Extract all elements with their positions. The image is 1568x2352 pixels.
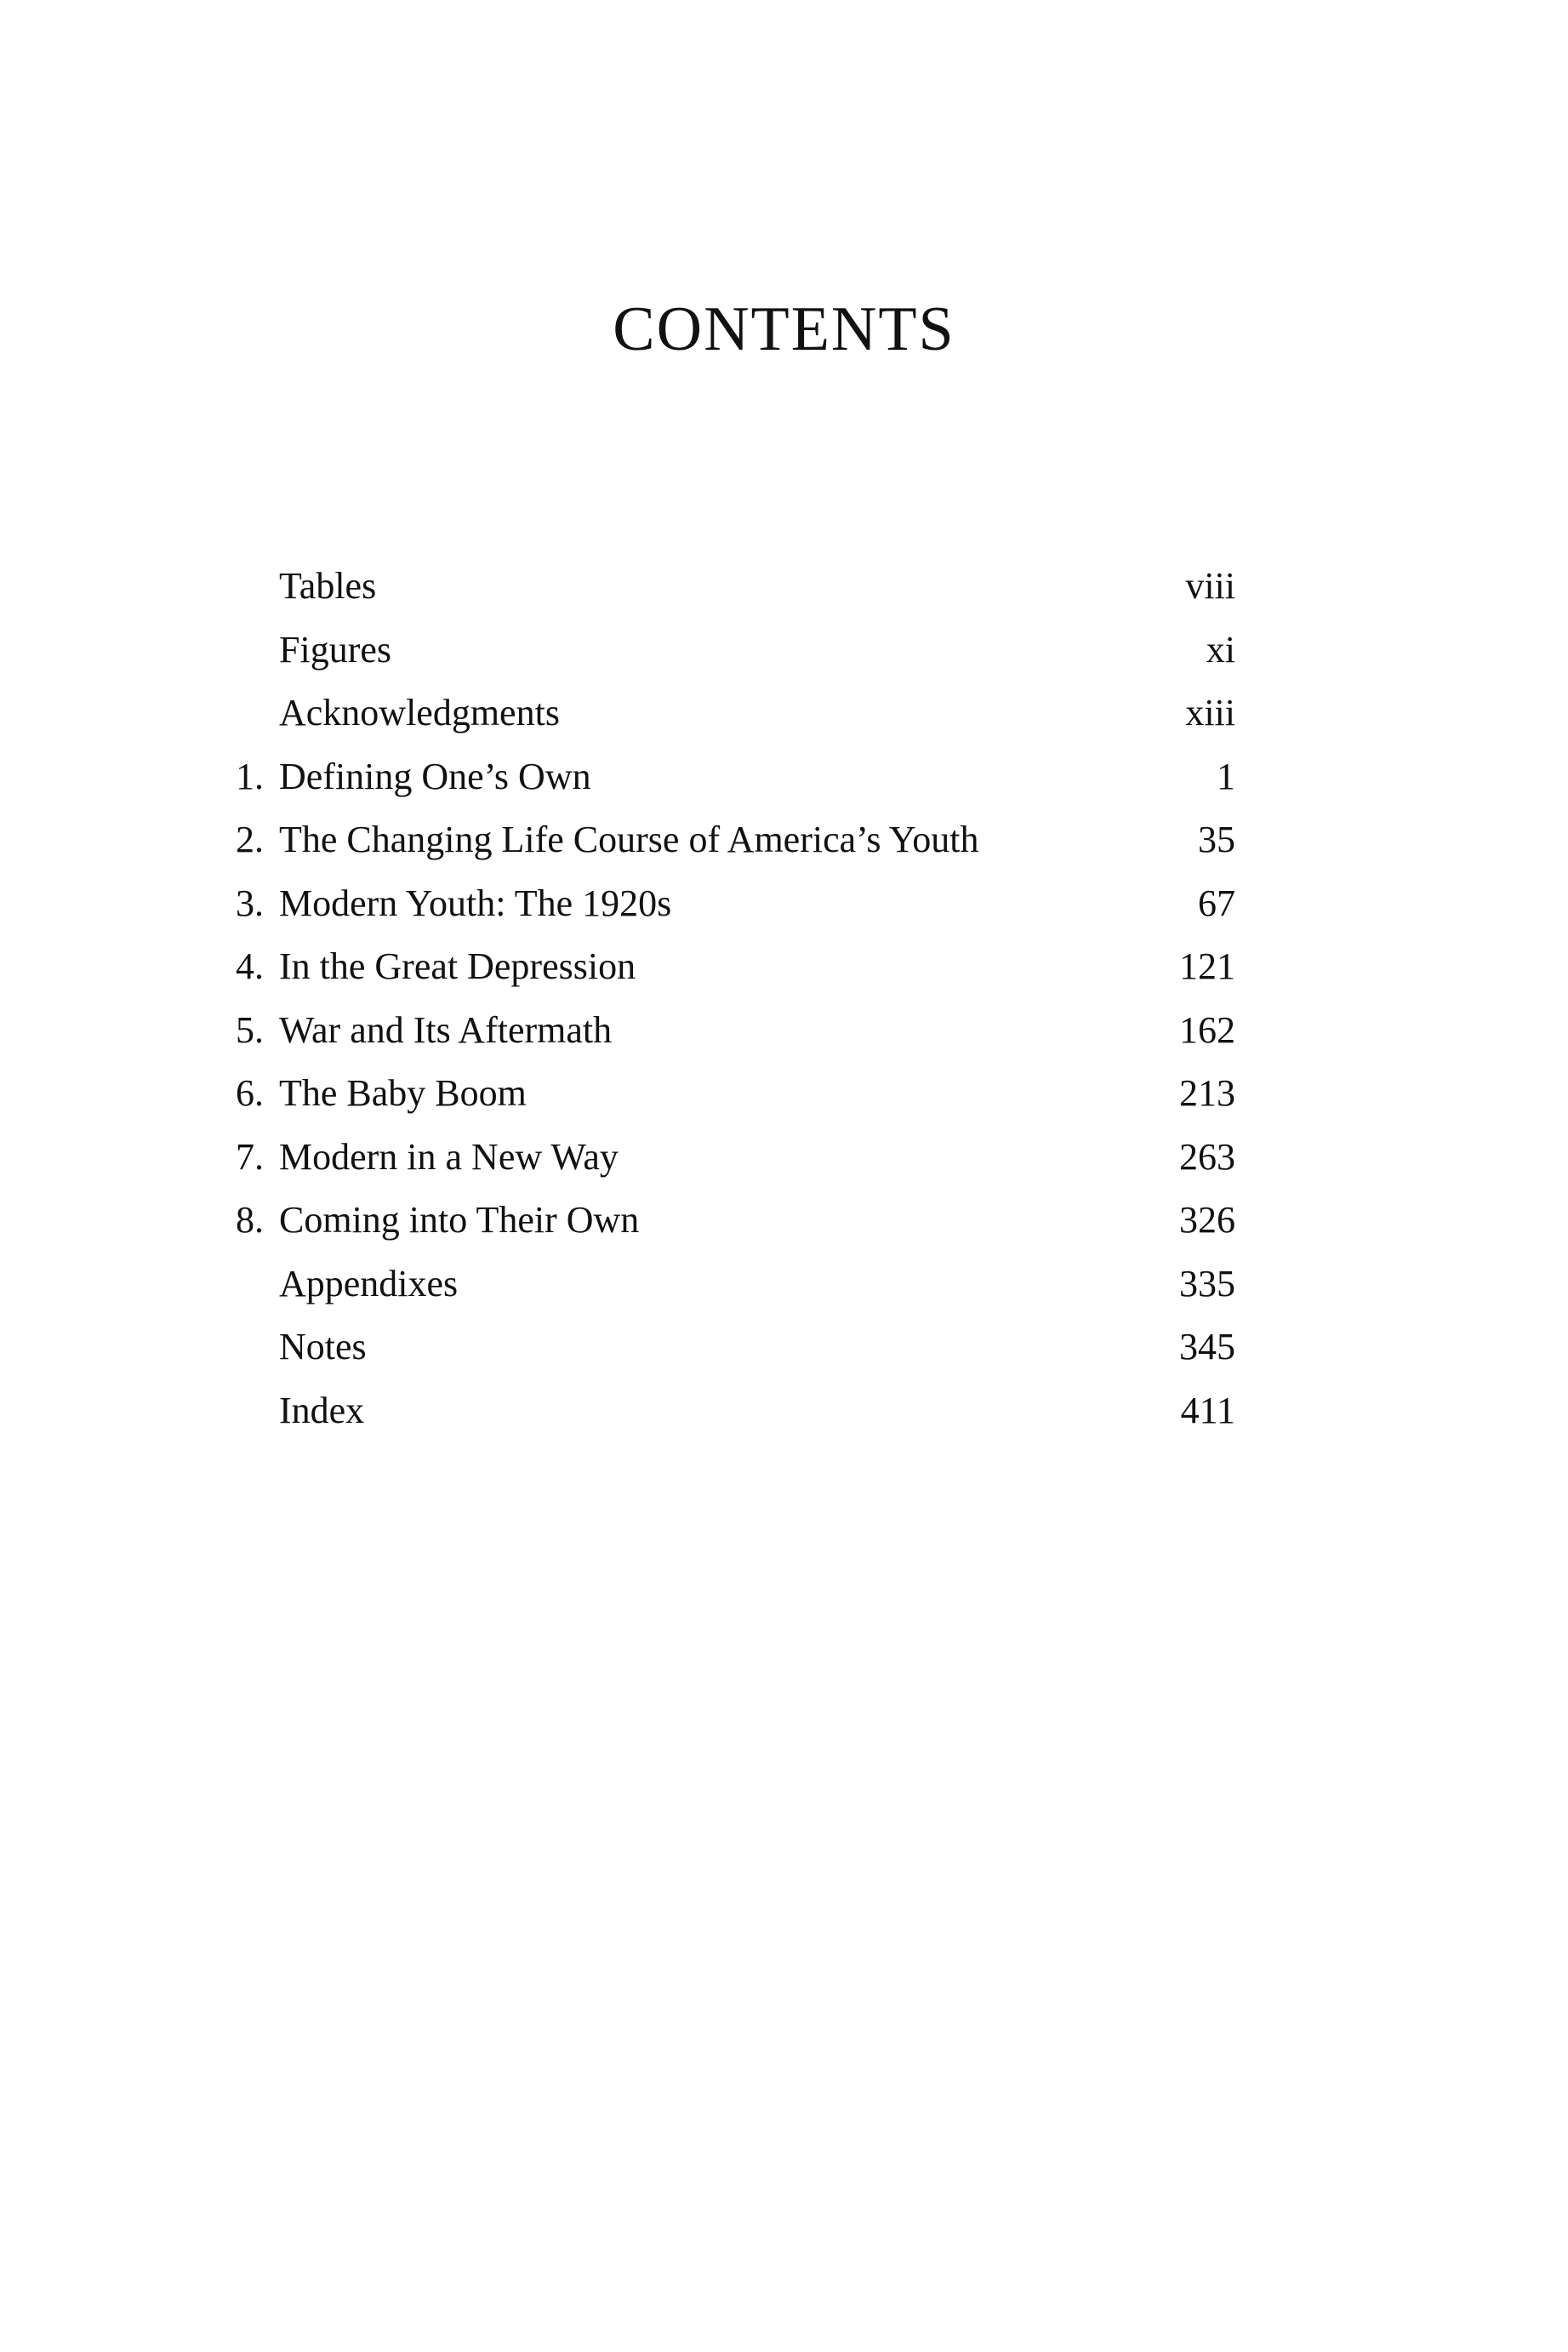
- toc-entry-number: 2.: [236, 819, 264, 860]
- page-title: CONTENTS: [613, 294, 955, 364]
- toc-entry-number: 3.: [236, 882, 264, 924]
- toc-entry-title: Figures: [279, 628, 391, 671]
- toc-entry-page: 326: [1179, 1199, 1235, 1241]
- toc-entry-page: 213: [1179, 1072, 1235, 1114]
- toc-entry-title: Modern in a New Way: [279, 1135, 619, 1178]
- toc-entry-page: 1: [1217, 755, 1235, 797]
- toc-entry-page: 335: [1179, 1262, 1235, 1304]
- toc-entry-page: xi: [1206, 628, 1235, 671]
- toc-entry-title: Appendixes: [279, 1262, 459, 1304]
- toc-entry-title: Modern Youth: The 1920s: [279, 882, 672, 924]
- toc-entry-page: 121: [1179, 945, 1235, 987]
- toc-entry-appendixes[interactable]: [204, 1253, 1336, 1316]
- toc-entry-page: 263: [1179, 1135, 1235, 1178]
- toc-entry-number: 1.: [236, 755, 264, 797]
- toc-entry-title: Notes: [279, 1326, 367, 1367]
- toc-entry-title: Defining One’s Own: [279, 755, 591, 797]
- toc-entry-title: In the Great Depression: [279, 945, 636, 987]
- toc-entry-number: 6.: [236, 1072, 264, 1114]
- toc-entry-chapter-1[interactable]: [204, 745, 1336, 809]
- toc-entry-title: The Changing Life Course of America’s Youth: [279, 819, 979, 860]
- toc-entry-chapter-3[interactable]: [204, 872, 1336, 936]
- toc-entry-number: 5.: [236, 1008, 264, 1051]
- toc-entry-chapter-8[interactable]: [204, 1189, 1336, 1253]
- toc-entry-index[interactable]: [204, 1379, 1336, 1443]
- toc-entry-notes[interactable]: [204, 1316, 1336, 1379]
- toc-entry-number: 4.: [236, 945, 264, 987]
- toc-entry-title: Coming into Their Own: [279, 1199, 640, 1241]
- toc-entry-chapter-2[interactable]: [204, 808, 1336, 872]
- toc-entry-title: War and Its Aftermath: [279, 1008, 613, 1051]
- table-of-contents: [204, 555, 1336, 1442]
- toc-entry-page: 411: [1180, 1389, 1235, 1431]
- toc-entry-chapter-7[interactable]: [204, 1126, 1336, 1190]
- toc-entry-tables[interactable]: [204, 555, 1336, 619]
- toc-entry-figures[interactable]: [204, 619, 1336, 682]
- toc-entry-title: Tables: [279, 565, 377, 607]
- toc-entry-chapter-6[interactable]: [204, 1062, 1336, 1126]
- toc-entry-title: Index: [279, 1389, 365, 1431]
- toc-entry-title: The Baby Boom: [279, 1072, 527, 1114]
- toc-entry-acknowledgments[interactable]: [204, 682, 1336, 745]
- toc-entry-page: 35: [1198, 819, 1235, 860]
- toc-entry-page: 345: [1179, 1326, 1235, 1367]
- toc-entry-chapter-5[interactable]: [204, 999, 1336, 1063]
- toc-entry-page: xiii: [1185, 692, 1235, 734]
- toc-entry-number: 7.: [236, 1135, 264, 1178]
- toc-entry-page: 67: [1198, 882, 1235, 924]
- toc-entry-page: viii: [1185, 565, 1235, 607]
- toc-entry-page: 162: [1179, 1008, 1235, 1051]
- toc-entry-chapter-4[interactable]: [204, 935, 1336, 999]
- toc-entry-number: 8.: [236, 1199, 264, 1241]
- toc-entry-title: Acknowledgments: [279, 692, 560, 734]
